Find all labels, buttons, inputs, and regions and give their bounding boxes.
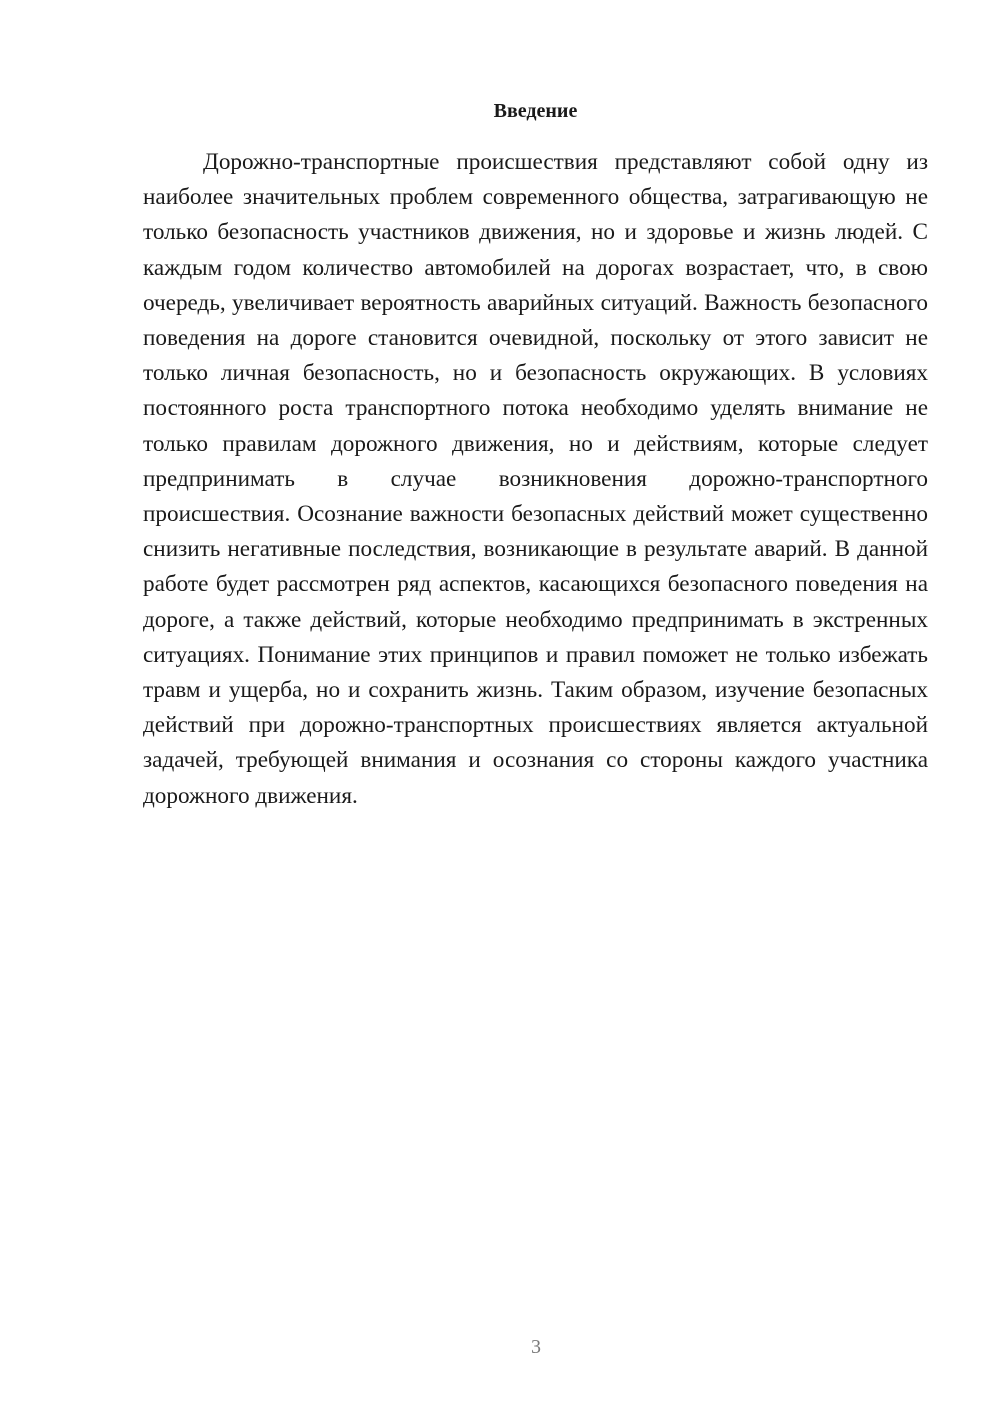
page-number: 3 — [531, 1336, 541, 1358]
section-heading: Введение — [493, 100, 578, 122]
body-paragraph: Дорожно-транспортные происшествия представляют собой одну из наиболее значительных проблем современного общества, затрагивающую не только безопасность участников движения, но и здоровье и жизнь людей. С каждым годом количество автомобилей на дорогах возрастает, что, в свою очередь, увеличивает вероятность аварийных ситуаций. Важность безопасного поведения на дороге становится очевидной, поскольку от этого зависит не только личная безопасность, но и безопасность окружающих. В условиях постоянного роста транспортного потока необходимо уделять внимание не только правилам дорожного движения, но и действиям, которые следует предпринимать в случае возникновения дорожно-транспортного происшествия. Осознание важности безопасных действий может существенно снизить негативные последствия, возникающие в результате аварий. В данной работе будет рассмотрен ряд аспектов, касающихся безопасного поведения на дороге, а также действий, которые необходимо предпринимать в экстренных ситуациях. Понимание этих принципов и правил поможет не только избежать травм и ущерба, но и сохранить жизнь. Таким образом, изучение безопасных действий при дорожно-транспортных происшествиях является актуальной задачей, требующей внимания и осознания со стороны каждого участника дорожного движения. — [143, 149, 928, 809]
